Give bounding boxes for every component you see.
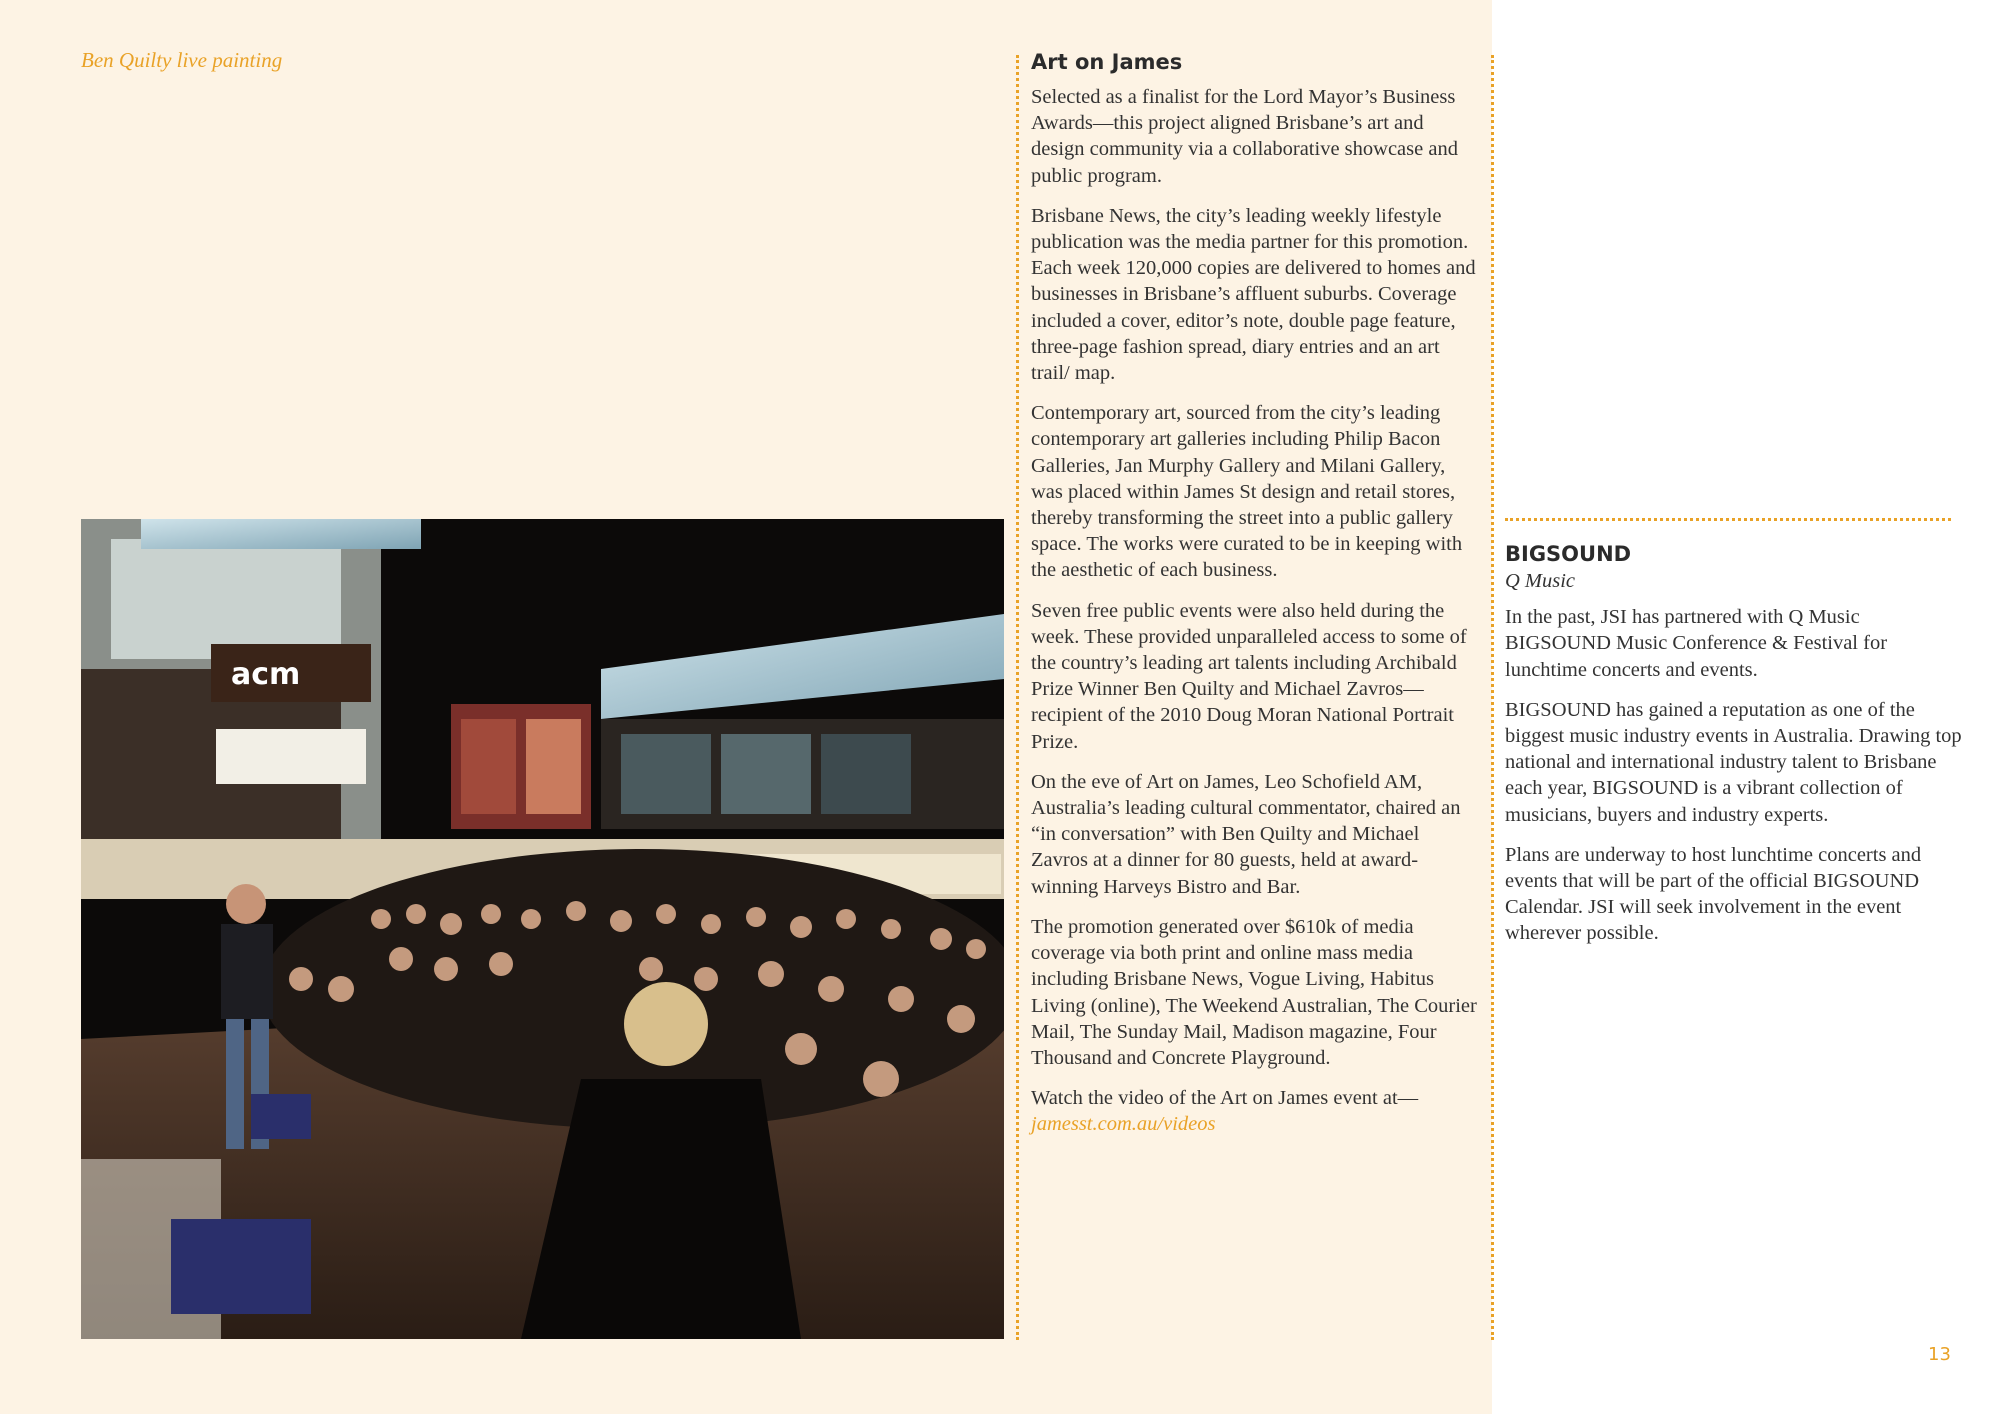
sidebar-paragraph: Plans are underway to host lunchtime concerts and events that will be part of the official BIGSOUND Calendar. JSI will seek involvement in the event wherever possible. (1505, 843, 1922, 945)
event-photo (81, 519, 1004, 1339)
page-number: 13 (1928, 1344, 1951, 1365)
video-text: Watch the video of the Art on James event at— (1031, 1087, 1419, 1110)
article-paragraph: The promotion generated over $610k of media coverage via both print and online mass media including Brisbane News, Vogue Living, Habitus Living (online), The Weekend Australian, The Courier Mail, The Sunday Mail, Madison magazine, Four Thousand and Concrete Playground. (1031, 915, 1477, 1069)
sidebar-subtitle: Q Music (1505, 570, 1576, 592)
dotted-divider-right (1491, 55, 1494, 1340)
video-paragraph (1031, 1085, 1481, 1137)
article-title: Art on James (1031, 50, 1183, 74)
dotted-divider-left (1016, 55, 1019, 1340)
article-column (1031, 48, 1481, 1152)
sidebar-paragraph: BIGSOUND has gained a reputation as one of the biggest music industry events in Australia. Drawing top national and international industry talent to Brisbane each year, BIGSOUND is a vibrant collection of musicians, buyers and industry experts. (1505, 698, 1962, 826)
article-paragraph: Selected as a finalist for the Lord Mayor’s Business Awards—this project aligned Brisbane’s art and design community via a collaborative showcase and public program. (1031, 86, 1458, 187)
article-paragraph: Brisbane News, the city’s leading weekly lifestyle publication was the media partner for this promotion. Each week 120,000 copies are delivered to homes and businesses in Brisbane’s affluent suburbs. Coverage included a cover, editor’s note, double page feature, three-page fashion spread, diary entries and an art trail/ map. (1031, 204, 1476, 385)
sidebar-column (1505, 540, 1965, 961)
photo-caption: Ben Quilty live painting (81, 48, 283, 72)
video-link[interactable]: jamesst.com.au/videos (1031, 1113, 1216, 1136)
article-paragraph: Seven free public events were also held during the week. These provided unparalleled access to some of the country’s leading art talents including Archibald Prize Winner Ben Quilty and Michael Zavros—recipient of the 2010 Doug Moran National Portrait Prize. (1031, 599, 1467, 753)
article-paragraph: Contemporary art, sourced from the city’s leading contemporary art galleries including Philip Bacon Galleries, Jan Murphy Gallery and Milani Gallery, was placed within James St design and retail stores, thereby transforming the street into a public gallery space. The works were curated to be in keeping with the aesthetic of each business. (1031, 402, 1463, 582)
acm-sign: acm (231, 657, 301, 692)
sidebar-title: BIGSOUND (1505, 542, 1632, 566)
article-paragraph: On the eve of Art on James, Leo Schofield AM, Australia’s leading cultural commentator, chaired an “in conversation” with Ben Quilty and Michael Zavros at a dinner for 80 guests, held at award-winning Harveys Bistro and Bar. (1031, 770, 1461, 898)
event-photo-illustration (81, 519, 1004, 1339)
dotted-divider-horizontal (1505, 518, 1951, 521)
sidebar-paragraph: In the past, JSI has partnered with Q Music BIGSOUND Music Conference & Festival for lunchtime concerts and events. (1505, 606, 1888, 681)
